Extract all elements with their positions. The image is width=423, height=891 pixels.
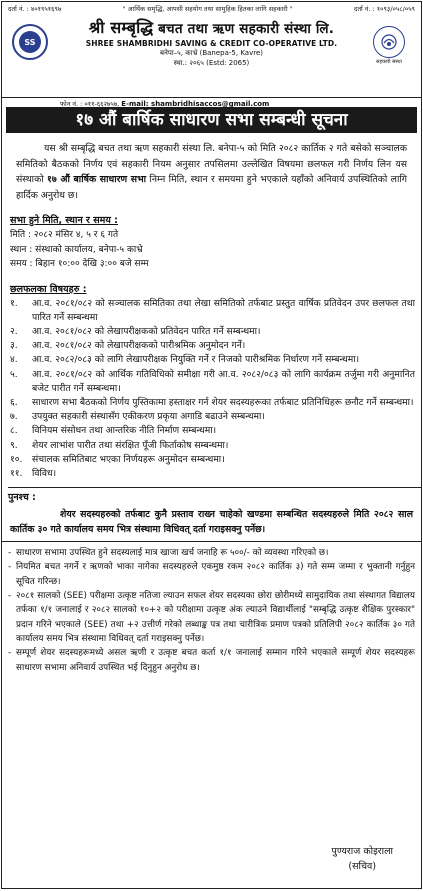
cooperative-logo-icon bbox=[12, 24, 48, 60]
org-name-prefix: श्री सम्बृद्धि bbox=[88, 18, 154, 37]
top-line bbox=[2, 2, 421, 14]
letterhead bbox=[2, 16, 421, 108]
signature-block bbox=[331, 844, 393, 874]
org-address: बनेपा–५, काभ्रे (Banepa-5, Kavre) bbox=[160, 49, 263, 57]
meeting-time: समय : बिहान १०:०० देखि ३:०० बजे सम्म bbox=[10, 259, 149, 269]
logo-mark: SS bbox=[19, 31, 41, 53]
intro-bold: १७ औं बार्षिक साधारण सभा bbox=[47, 174, 147, 185]
postscript-lead: शेयर सदस्यहरुको तर्फबाट कुनै प्रस्ताव राख्न चाहेको खण्डमा सम्बन्धित सदस्यहरुले मिति २०८२ साल कार्तिक ३० गते कार्यालय समय भित्र संस्थामा विधिवत् दर्ता गराइसक्नु पर्नेछ। bbox=[10, 509, 413, 536]
agenda-item: ९. शेयर लाभांश पारीत तथा संरक्षित पूँजी फिर्ताकोष सम्बन्धमा। bbox=[10, 439, 229, 451]
agenda-item: ४. आ.व. २०८२/०८३ को लागि लेखापरीक्षक नियुक्ति गर्ने र निजको पारीश्रमिक निर्धारण गर्ने सम्बन्धमा। bbox=[10, 354, 360, 366]
phone-number: फोन नं. : ०११-६६२७५७, bbox=[60, 100, 120, 108]
agenda-item: १. आ.व. २०८१/०८२ को सञ्चालक समितिका तथा लेखा समितिको तर्फबाट प्रस्तुत वार्षिक प्रतिवेदन उपर छलफल तथा पारित गर्ने सम्बन्धमा bbox=[10, 297, 415, 323]
meeting-place: स्थान : संस्थाको कार्यालय, बनेपा-५ काभ्रे bbox=[10, 244, 143, 255]
agenda-item: १०. संचालक समितिबाट भएका निर्णयहरू अनुमोदन सम्बन्धमा। bbox=[10, 453, 225, 465]
note-item: - २०८१ सालको (SEE) परीक्षमा उत्कृष्ट नतिजा ल्याउन सफल शेयर सदस्यका छोरा छोरीमध्ये सामुदायिक तथा संस्थागत विद्यालय तर्फका १/१ जनालाई र २०८२ सालको १०+२ को परीक्षामा उत्कृष्ट अंक ल्याउने विद्यार्थीलाई "सम्बृद्धि उत्कृष्ट शैक्षिक पुरस्कार" प्रदान गरिने भएकाले (SEE) तथा +२ उत्तीर्ण गरेको लब्धाङ्क पत्र तथा चारीत्रिक प्रमाण पत्रको प्रतिलिपी २०८२ कार्तिक ३० गते कार्यालय समय भित्र संस्थामा विधिवत् दर्ता गराइसक्नु पर्नेछ। bbox=[8, 591, 415, 644]
agenda-item: ८. विनियम संसोधन तथा आन्तरिक नीति निर्माण सम्बन्धमा। bbox=[10, 425, 217, 437]
agenda-item: २. आ.व. २०८१/०८२ को लेखापरीक्षकको प्रतिवेदन पारित गर्ने सम्बन्धमा। bbox=[10, 325, 261, 337]
registration-number: दर्ता नं. : ४०१९५१६९७ bbox=[8, 5, 62, 13]
agenda-item: ३. आ.व. २०८१/०८२ को लेखापरीक्षकको पारीश्रमिक अनुमोदन गर्ने। bbox=[10, 340, 246, 352]
note-item: - सम्पूर्ण शेयर सदस्यहरूमध्ये असल ऋणी र उत्कृष्ट बचत कर्ता १/१ जनालाई सम्मान गरिने भएकाले सम्पूर्ण शेयर सदस्यहरू साधारण सभामा अनिवार्य उपस्थित भई दिनुहुन अनुरोध छ। bbox=[8, 648, 415, 673]
emblem-caption: सहकारी संस्था bbox=[376, 59, 402, 65]
meeting-date: मिति : २०८२ मंसिर ४, ५ र ६ गते bbox=[10, 230, 119, 240]
notice-title: १७ औं बार्षिक साधारण सभा सम्बन्धी सूचना bbox=[6, 107, 417, 133]
email-address: E-mail: shambridhisaccos@gmail.com bbox=[121, 100, 270, 108]
postscript-notes bbox=[2, 542, 421, 675]
note-item: - नियमित बचत नगर्ने र ऋणको भाका नागेका सदस्यहरुले एकमुष्ठ रकम २०८२ कार्तिक ३) गते सम्म जम्मा र भुक्तानी गर्नुहुन सूचित गरिन्छ। bbox=[8, 562, 415, 587]
intro-paragraph bbox=[2, 133, 421, 203]
agenda-heading: छलफलका विषयहरु : bbox=[10, 283, 87, 295]
contact-line bbox=[2, 97, 421, 108]
org-name-rest: बचत तथा ऋण सहकारी संस्था लि. bbox=[153, 21, 335, 37]
org-established: स्था.: २०६५ (Estd: 2065) bbox=[173, 59, 250, 67]
registration-date: दर्ता नं. : १०९३/०५८/०५९ bbox=[353, 5, 415, 13]
org-name-nepali bbox=[8, 16, 415, 38]
agenda-item: ५. आ.व. २०८१/०८२ को आर्थिक गतिविधिको समीक्षा गरी आ.व. २०८२/०८३ को लागि कार्यक्रम तर्जुमा गरी अनुमानित बजेट पारीत गर्ने सम्बन्धमा। bbox=[10, 368, 415, 394]
org-name-english: SHREE SHAMBRIDHI SAVING & CREDIT CO-OPERATIVE LTD. bbox=[85, 39, 338, 48]
notice-page bbox=[1, 1, 422, 889]
agenda-item: ७. उपयुक्त सहकारी संस्थासँग एकीकरण प्रकृया अगाडि बढाउने सम्बन्धमा। bbox=[10, 411, 265, 423]
agenda-list bbox=[2, 295, 421, 482]
signatory-name: पुण्यराज कोइराला bbox=[331, 846, 393, 857]
agenda-item: ११. विविध। bbox=[10, 467, 57, 479]
intro-text-2: निम्न मिति, स्थान र समयमा हुने भएकाले यहाँको अनिवार्य उपस्थितिको लागि हार्दिक अनुरोध छ। bbox=[16, 174, 407, 201]
meeting-heading: सभा हुने मिति, स्थान र समय : bbox=[10, 215, 118, 226]
signatory-title: (सचिव) bbox=[348, 861, 377, 872]
agenda-item: ६. साधारण सभा बैठकको निर्णय पुस्तिकामा हस्ताक्षर गर्न शेयर सदस्यहरूका तर्फबाट प्रतिनिधिहरू छनौट गर्ने सम्बन्धमा। bbox=[10, 396, 414, 408]
note-item: - साधारण सभामा उपस्थित हुने सदस्यलाई मात्र खाजा खर्च जनाहि रू ५००/- को व्यवस्था गरिएको छ। bbox=[8, 548, 329, 559]
postscript-heading: पुनश्च : bbox=[8, 487, 421, 503]
cooperative-emblem-icon bbox=[371, 26, 407, 65]
meeting-details bbox=[2, 228, 421, 272]
motto: " आर्थिक समृद्धि, आपसी सहयोग तथा सामुहिक हितका लागि सहकारी " bbox=[122, 5, 293, 13]
intro-text: यस श्री सम्बृद्धि बचत तथा ऋण सहकारी संस्था लि. बनेपा-५ को मिति २०८२ कार्तिक २ गते बसेको सञ्चालक समितिको बैठकको निर्णय एवं सहकारी नियम अनुसार तपसिलमा उल्लेखित विषयमा छलफल गरी निर्णय लिन यस संस्थाको bbox=[16, 143, 407, 185]
